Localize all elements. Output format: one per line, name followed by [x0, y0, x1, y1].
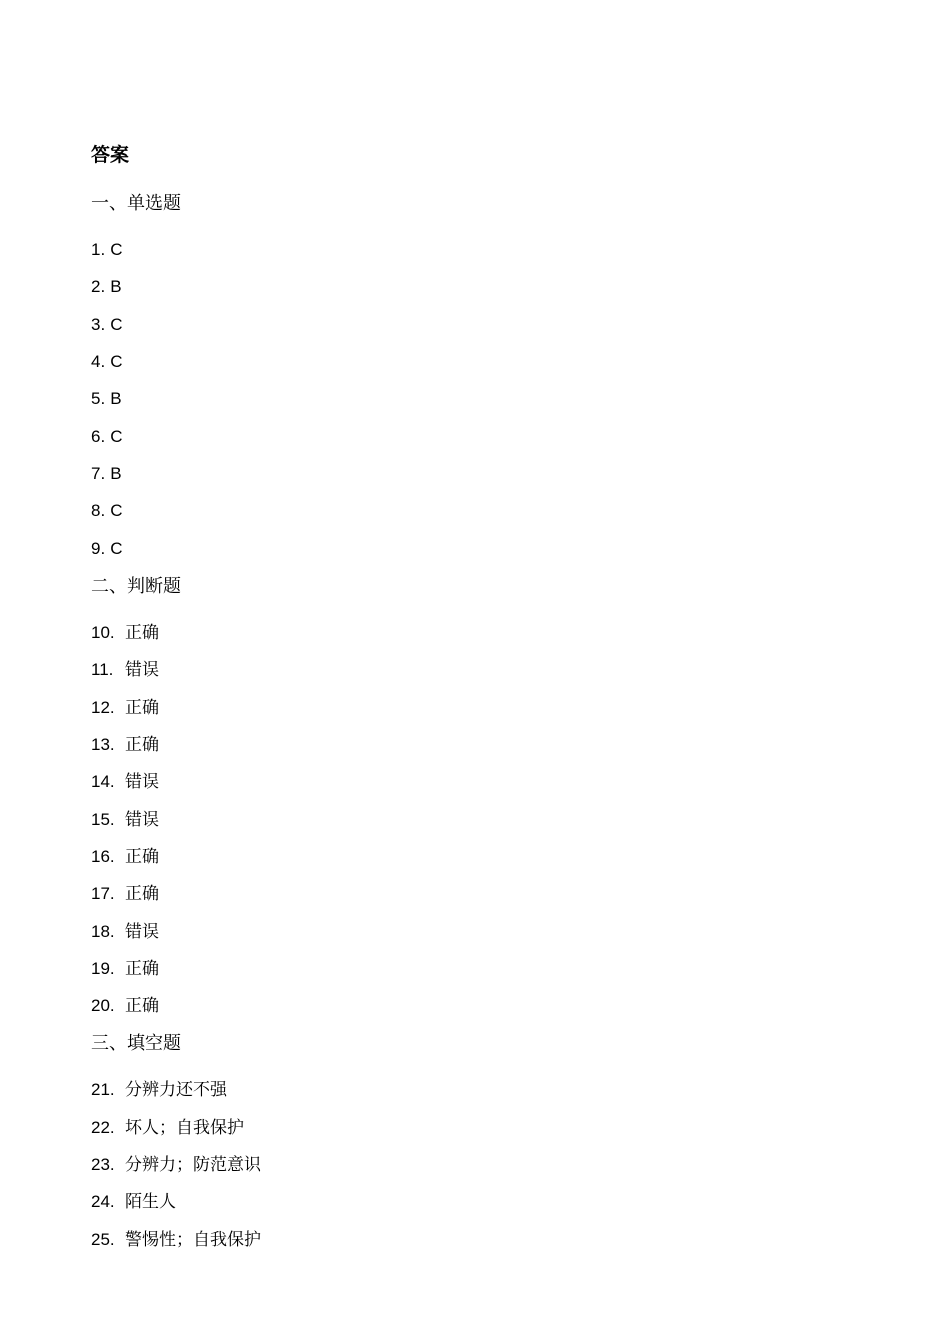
answer-item: [91, 696, 159, 720]
answer-item: [91, 537, 122, 561]
item-answer: C: [110, 240, 123, 259]
item-number: 20.: [91, 996, 115, 1015]
item-number: 1.: [91, 240, 106, 259]
item-answer: 错误: [125, 772, 159, 791]
answer-item: [91, 845, 159, 869]
item-number: 3.: [91, 315, 106, 334]
item-number: 21.: [91, 1080, 115, 1099]
section-heading-fill-blank: 三、填空题: [91, 1033, 181, 1053]
answer-item: [91, 658, 159, 682]
section-heading-true-false: 二、判断题: [91, 576, 181, 596]
answer-item: [91, 1190, 176, 1214]
answer-item: [91, 425, 122, 449]
page-title: 答案: [91, 145, 130, 166]
item-number: 13.: [91, 735, 115, 754]
item-answer: 错误: [125, 810, 159, 829]
item-answer: 正确: [125, 623, 159, 642]
answer-item: [91, 462, 122, 486]
item-number: 15.: [91, 810, 115, 829]
item-answer: 警惕性；自我保护: [125, 1230, 261, 1249]
item-answer: B: [110, 389, 122, 408]
item-number: 10.: [91, 623, 115, 642]
item-answer: C: [110, 427, 123, 446]
answer-item: [91, 387, 122, 411]
item-answer: B: [110, 277, 122, 296]
answer-item: [91, 313, 122, 337]
item-number: 14.: [91, 772, 115, 791]
item-answer: 正确: [125, 698, 159, 717]
item-answer: C: [110, 352, 123, 371]
answer-item: [91, 770, 159, 794]
item-number: 7.: [91, 464, 106, 483]
item-number: 12.: [91, 698, 115, 717]
answer-item: [91, 621, 159, 645]
item-answer: 正确: [125, 735, 159, 754]
item-answer: 正确: [125, 847, 159, 866]
item-answer: C: [110, 539, 123, 558]
item-number: 22.: [91, 1118, 115, 1137]
answer-item: [91, 275, 122, 299]
item-answer: 分辨力还不强: [125, 1080, 227, 1099]
item-answer: 错误: [125, 922, 159, 941]
answer-item: [91, 957, 159, 981]
item-number: 23.: [91, 1155, 115, 1174]
item-number: 6.: [91, 427, 106, 446]
item-answer: B: [110, 464, 122, 483]
item-number: 19.: [91, 959, 115, 978]
item-number: 18.: [91, 922, 115, 941]
item-number: 24.: [91, 1192, 115, 1211]
item-number: 4.: [91, 352, 106, 371]
item-number: 9.: [91, 539, 106, 558]
item-number: 25.: [91, 1230, 115, 1249]
answer-item: [91, 238, 122, 262]
item-answer: C: [110, 315, 123, 334]
item-answer: 正确: [125, 884, 159, 903]
item-answer: 陌生人: [125, 1192, 176, 1211]
item-number: 11.: [91, 660, 114, 679]
item-number: 8.: [91, 501, 106, 520]
answer-item: [91, 1153, 261, 1177]
item-answer: 坏人；自我保护: [125, 1118, 244, 1137]
answer-item: [91, 994, 159, 1018]
answer-item: [91, 920, 159, 944]
answer-item: [91, 350, 122, 374]
answer-item: [91, 733, 159, 757]
item-answer: C: [110, 501, 123, 520]
section-heading-single-choice: 一、单选题: [91, 193, 181, 213]
item-answer: 正确: [125, 996, 159, 1015]
item-answer: 正确: [125, 959, 159, 978]
answer-item: [91, 882, 159, 906]
item-number: 17.: [91, 884, 115, 903]
answer-item: [91, 808, 159, 832]
item-number: 2.: [91, 277, 106, 296]
answer-item: [91, 1116, 244, 1140]
item-number: 16.: [91, 847, 115, 866]
answer-item: [91, 499, 122, 523]
item-answer: 错误: [125, 660, 159, 679]
item-answer: 分辨力；防范意识: [125, 1155, 261, 1174]
answer-item: [91, 1228, 261, 1252]
item-number: 5.: [91, 389, 106, 408]
answer-item: [91, 1078, 227, 1102]
